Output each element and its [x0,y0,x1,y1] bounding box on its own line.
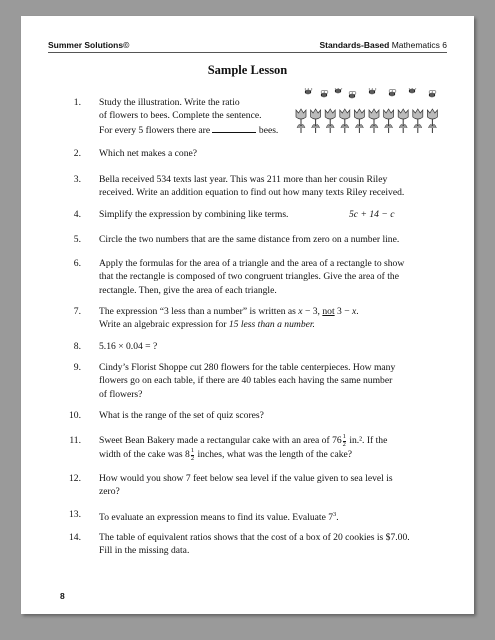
page-number: 8 [60,591,65,601]
expression: 5c + 14 − c [349,209,395,220]
fraction: $\frac{1}{2}$ [342,433,346,448]
bee-icon [305,88,312,94]
header-right [319,40,447,50]
bee-icon [369,88,376,94]
bee-icon [409,88,416,93]
header-right-rest: Mathematics 6 [389,40,447,50]
page-title: Sample Lesson [207,63,288,77]
header-rule [48,52,447,53]
header-right-bold: Standards-Based [319,40,390,50]
worksheet-page: Summer Solutions© Standards-Based Mathematics 6 Sample Lesson 1. Study the illustration. Write the ratio of flowers to bees. Complete the sentence. For every 5 flowers there are bees. 2. Which net makes a cone? 3. Bella received 534 texts last year. This was 211 more than her cousin Riley received. Write an addition equation to find out how many texts Riley received. 4. Simplify the expression by combining like terms. 5c + 14 − c 5. Circle the two numbers that are the same distance from zero on a number line. 6. Apply the formulas for the area of a triangle and the area of a rectangle to show that the rectangle is composed of two congruent triangles. Give the area of the rectangle. Then, give the area of each triangle. 7. The expression “3 less than a number” is written as x − 3, not 3 − x. Write an algebraic expression for 15 less than a number. 8. 5.16 × 0.04 = ? 9. Cindy’s Florist Shoppe cut 280 flowers for the table centerpieces. How many flowers go on each table, if there are 40 tables each having the same number of flowers? 10. What is the range of the set of quiz scores? 11. Sweet Bean Bakery made a rectangular cake with an area of 76 $\frac{1}{2}$ in.². If the width of the cake was 8 $\frac{1}{2}$ inches, what was the length of the cake? 12. How would you show 7 feet below sea level if the value given to sea level is zero? 13. To evaluate an expression means to find its value. Evaluate $7^3$. 14. The table of equivalent ratios shows that the cost of a box of 20 cookies is $7.00. Fill in the missing data. 8 [21,16,474,614]
bee-icon [335,88,342,93]
fraction: $\frac{1}{2}$ [190,447,195,462]
header-left: Summer Solutions© [48,40,130,50]
answer-blank[interactable] [212,123,256,133]
